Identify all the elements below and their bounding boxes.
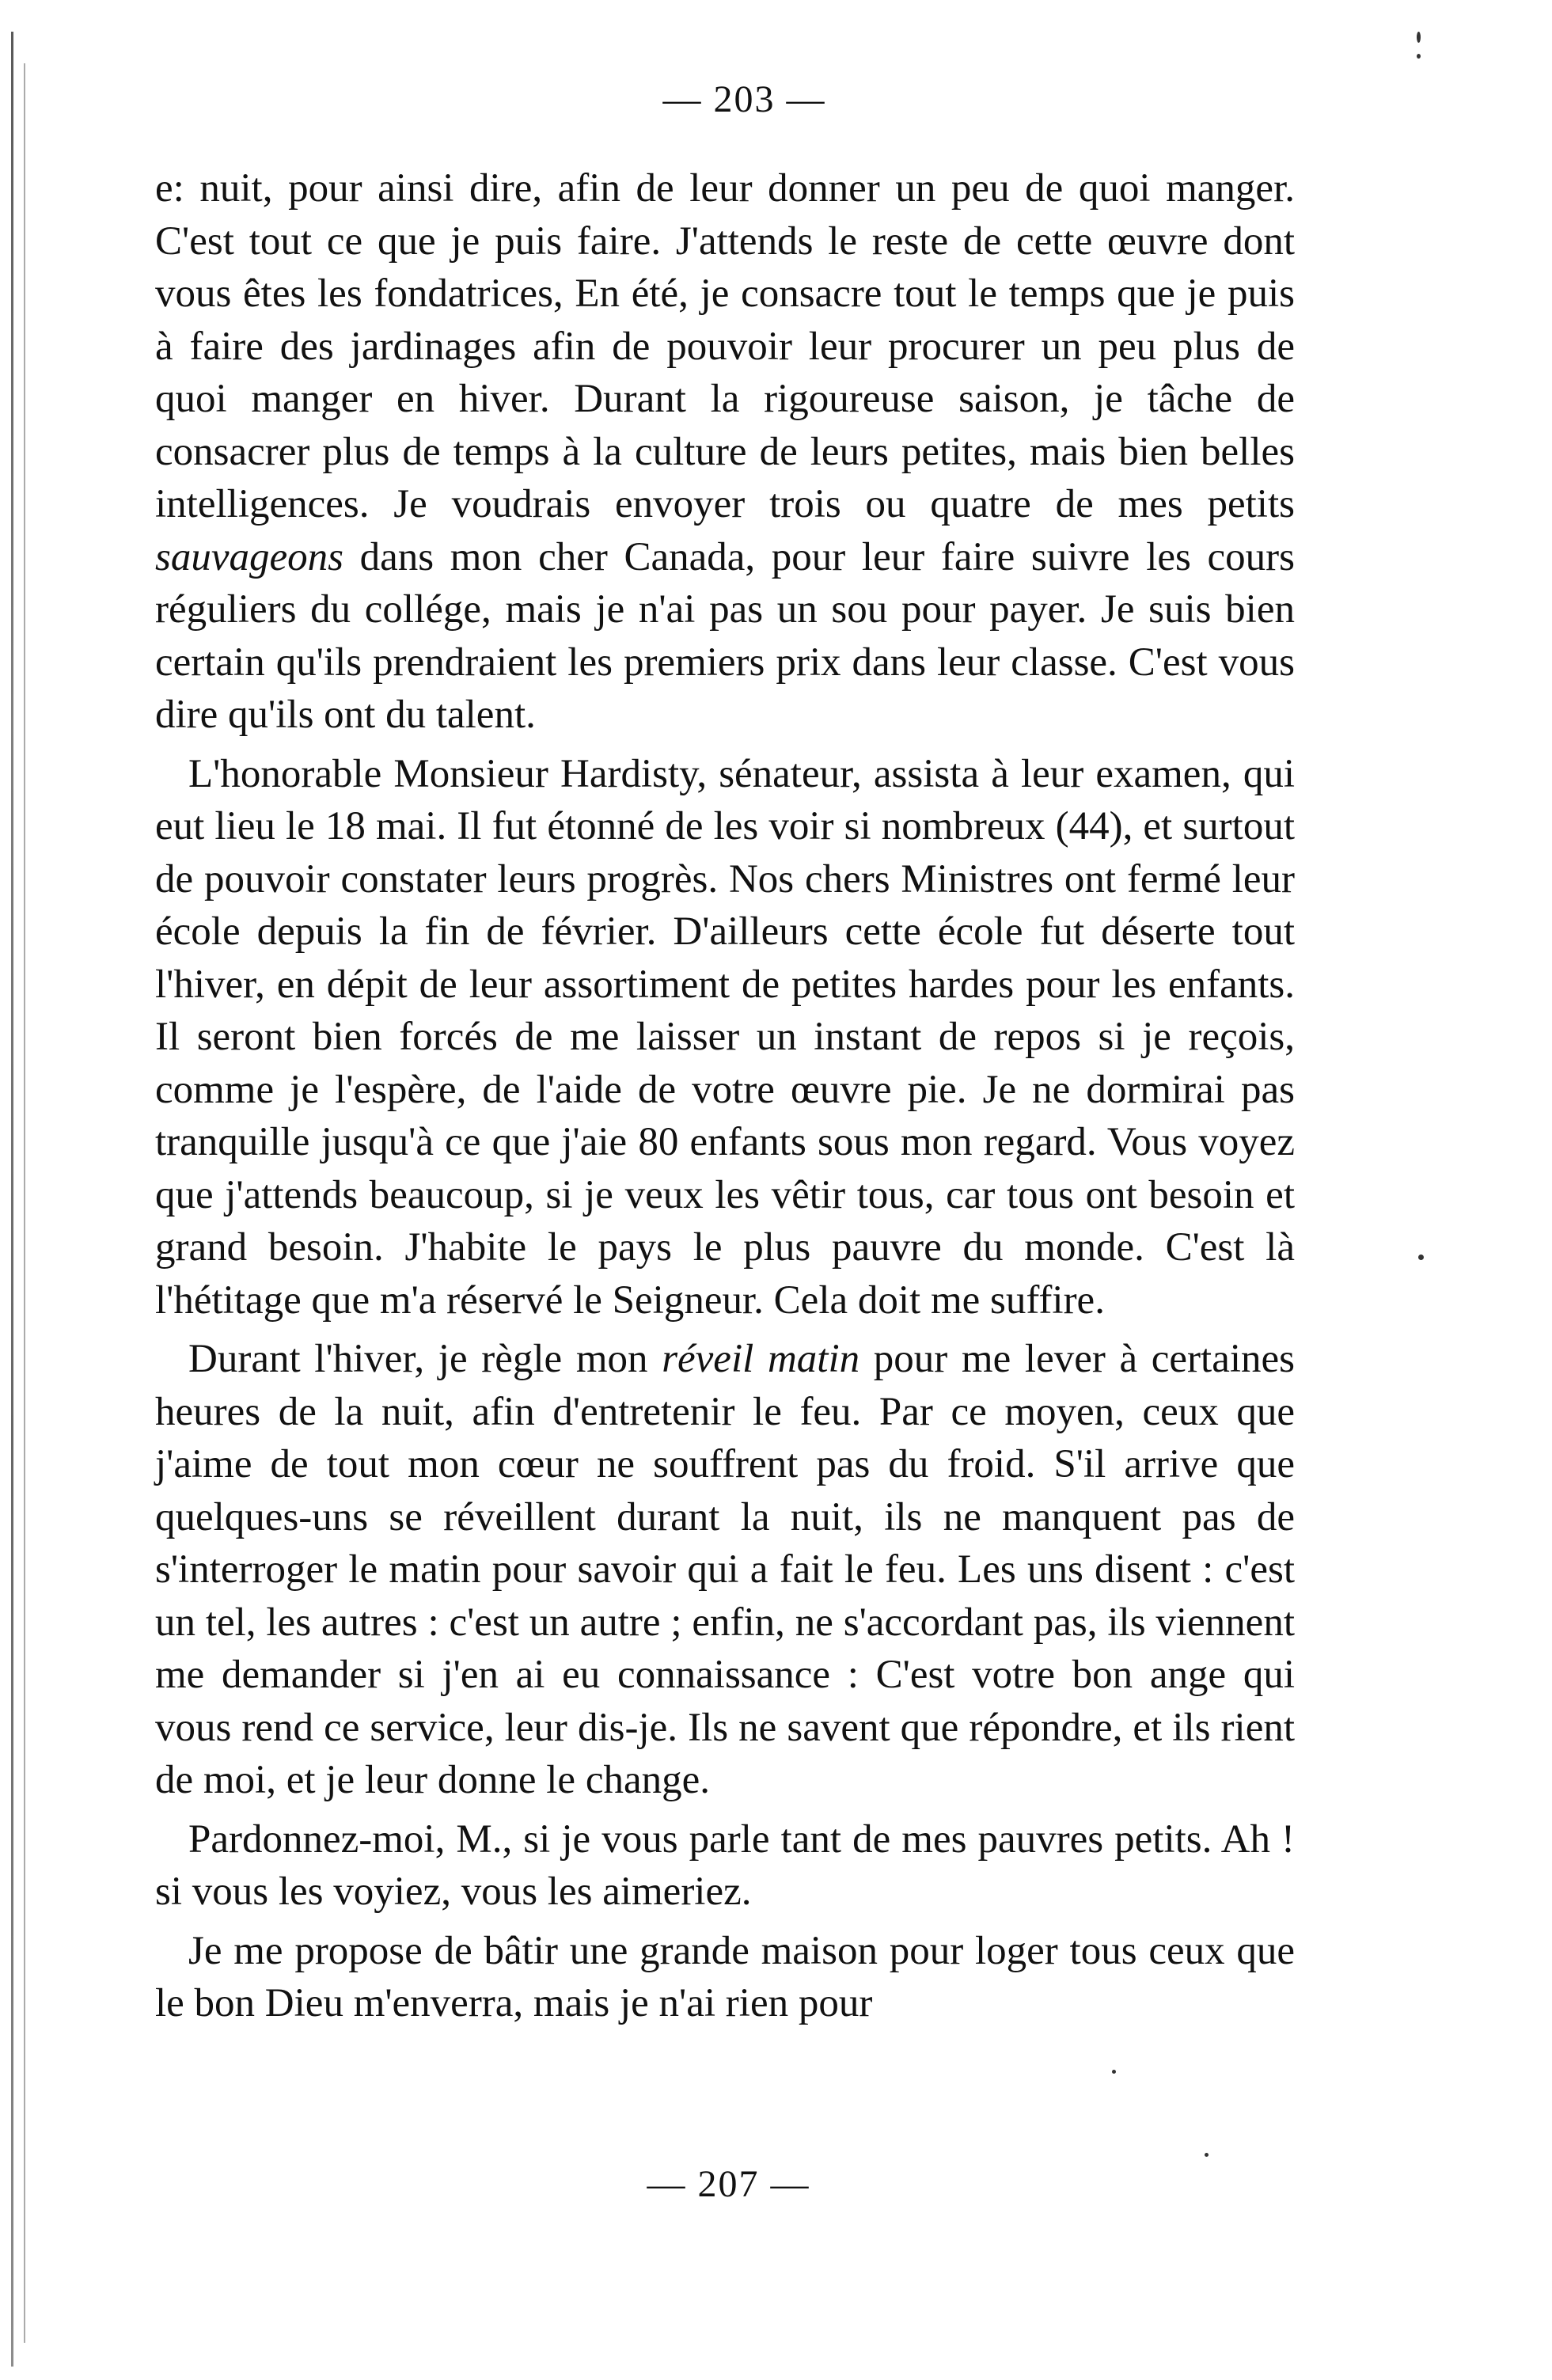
scan-speck [1112,2070,1116,2074]
paragraph-3-part-1: Durant l'hiver, je règle mon [188,1337,662,1381]
scan-speck [1418,1255,1424,1260]
paragraph-1-part-3: dans mon cher Canada, pour leur faire suivre les cours réguliers du collége, mais je n'ai pas un sou pour payer. Je suis bien certain qu'ils prendraient les premiers prix dans leur classe. C'est vous dire qu'ils ont du talent. [155,534,1295,737]
paragraph-5: Je me propose de bâtir une grande maison pour loger tous ceux que le bon Dieu m'enverra, mais je n'ai rien pour [155,1928,1295,2025]
paragraph-3 [155,1333,1295,1807]
page-number-top: — 203 — [662,78,826,120]
paragraph-4: Pardonnez-moi, M., si je vous parle tant de mes pauvres petits. Ah ! si vous les voyiez, vous les aimeriez. [155,1816,1295,1914]
scan-speck [1417,54,1421,59]
paragraph-1 [155,162,1295,742]
paragraph-2: L'honorable Monsieur Hardisty, sénateur, assista à leur examen, qui eut lieu le 18 mai. Il fut étonné de les voir si nombreux (44), et surtout de pouvoir constater leurs progrès. Nos chers Ministres ont fermé leur école depuis la fin de février. D'ailleurs cette école fut déserte tout l'hiver, en dépit de leur assortiment de petites hardes pour les enfants. Il seront bien forcés de me laisser un instant de repos si je reçois, comme je l'espère, de l'aide de votre œuvre pie. Je ne dormirai pas tranquille jusqu'à ce que j'aie 80 enfants sous mon regard. Vous voyez que j'attends beaucoup, si je veux les vêtir tous, car tous ont besoin et grand besoin. J'habite le pays le plus pauvre du monde. C'est là l'hétitage que m'a réservé le Seigneur. Cela doit me suffire. [155,751,1295,1323]
paragraph-3-part-3: pour me lever à certaines heures de la nuit, afin d'entretenir le feu. Par ce moyen, ceux que j'aime de tout mon cœur ne souffrent pas du froid. S'il arrive que quelques-uns se réveillent durant la nuit, ils ne manquent pas de s'interroger le matin pour savoir qui a fait le feu. Les uns disent : c'est un tel, les autres : c'est un autre ; enfin, ne s'accordant pas, ils viennent me demander si j'en ai eu connaissance : C'est votre bon ange qui vous rend ce service, leur dis-je. Ils ne savent que répondre, et ils rient de moi, et je leur donne le change. [155,1337,1295,1802]
scan-speck [1205,2153,1209,2157]
binding-shadow [24,63,25,2343]
paragraph-3-italic-reveil-matin: réveil matin [662,1337,860,1381]
paragraph-1-italic-sauvageons: sauvageons [155,534,343,579]
scan-speck [1417,32,1421,43]
binding-edge [11,32,13,2367]
body-text [155,162,1295,2030]
page-number-bottom: — 207 — [647,2163,810,2205]
paragraph-1-part-1: e: nuit, pour ainsi dire, afin de leur donner un peu de quoi manger. C'est tout ce que je puis faire. J'attends le reste de cette œuvre dont vous êtes les fondatrices, En été, je consacre tout le temps que je puis à faire des jardinages afin de pouvoir leur procurer un peu plus de quoi manger en hiver. Durant la rigoureuse saison, je tâche de consacrer plus de temps à la culture de leurs petites, mais bien belles intelligences. Je voudrais envoyer trois ou quatre de mes petits [155,166,1295,526]
